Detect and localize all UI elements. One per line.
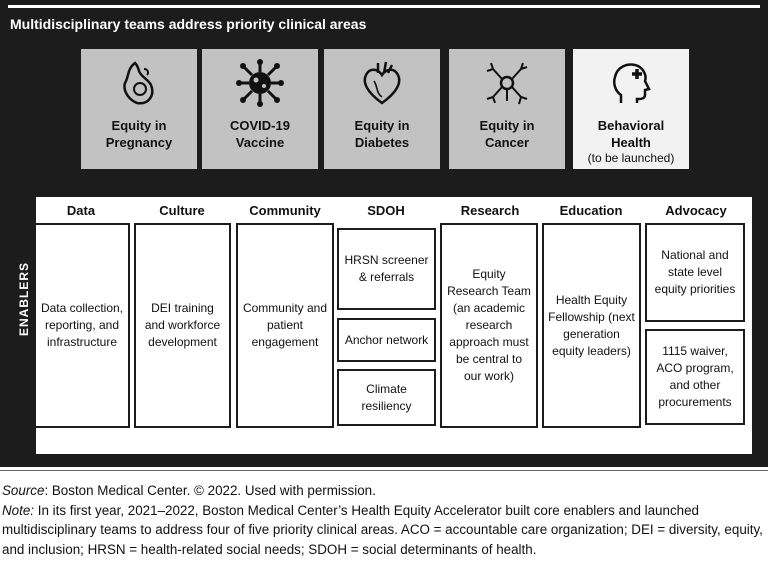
heart-icon (358, 59, 406, 107)
area-sublabel: (to be launched) (587, 151, 675, 165)
col-heading-education: Education (559, 203, 623, 218)
area-label: COVID-19 Vaccine (230, 118, 290, 150)
enabler-box-culture: DEI training and workforce development (134, 223, 231, 428)
caption-divider (0, 470, 768, 471)
enabler-box-advocacy-waiver: 1115 waiver, ACO program, and other procurements (645, 329, 745, 425)
enabler-box-education: Health Equity Fellowship (next generation equity leaders) (542, 223, 641, 428)
enabler-box-sdoh-hrsn: HRSN screener & referrals (337, 228, 436, 310)
area-behavioral-health (573, 49, 689, 169)
top-rule (8, 5, 760, 8)
area-cancer (449, 49, 565, 169)
area-label: Equity in Diabetes (354, 118, 410, 150)
cell-icon (483, 59, 531, 107)
col-heading-community: Community (249, 203, 321, 218)
area-covid (202, 49, 318, 169)
col-heading-culture: Culture (159, 203, 205, 218)
area-label: Behavioral Health (597, 118, 665, 150)
source-line: Source: Boston Medical Center. © 2022. Used with permission. (2, 483, 376, 498)
enablers-label: ENABLERS (17, 262, 31, 337)
col-heading-advocacy: Advocacy (665, 203, 727, 218)
area-pregnancy (81, 49, 197, 169)
area-label: Equity in Pregnancy (105, 118, 173, 150)
note-line: Note: In its first year, 2021–2022, Boston Medical Center’s Health Equity Accelerator built core enablers and launched multidisciplinary teams to address four of five priority clinical areas. ACO = accountable care organization; DEI = diversity, equity, and inclusion; HRSN = health-related social needs; SDOH = social determinants of health. (2, 502, 763, 557)
enabler-box-community: Community and patient engagement (236, 223, 334, 428)
col-heading-sdoh: SDOH (367, 203, 405, 218)
area-label: Equity in Cancer (479, 118, 535, 150)
enabler-box-data: Data collection, reporting, and infrastructure (34, 223, 130, 428)
pregnancy-icon (115, 59, 163, 107)
enabler-box-advocacy-national: National and state level equity priorities (645, 223, 745, 322)
enabler-box-research: Equity Research Team (an academic research approach must be central to our work) (440, 223, 538, 428)
figure-caption (2, 481, 766, 559)
virus-icon (236, 59, 284, 107)
col-heading-data: Data (66, 203, 96, 218)
area-diabetes (324, 49, 440, 169)
col-heading-research: Research (460, 203, 520, 218)
diagram-title: Multidisciplinary teams address priority clinical areas (10, 16, 367, 32)
enabler-box-sdoh-anchor: Anchor network (337, 318, 436, 362)
enabler-box-sdoh-climate: Climate resiliency (337, 369, 436, 426)
head-plus-icon (607, 59, 655, 107)
